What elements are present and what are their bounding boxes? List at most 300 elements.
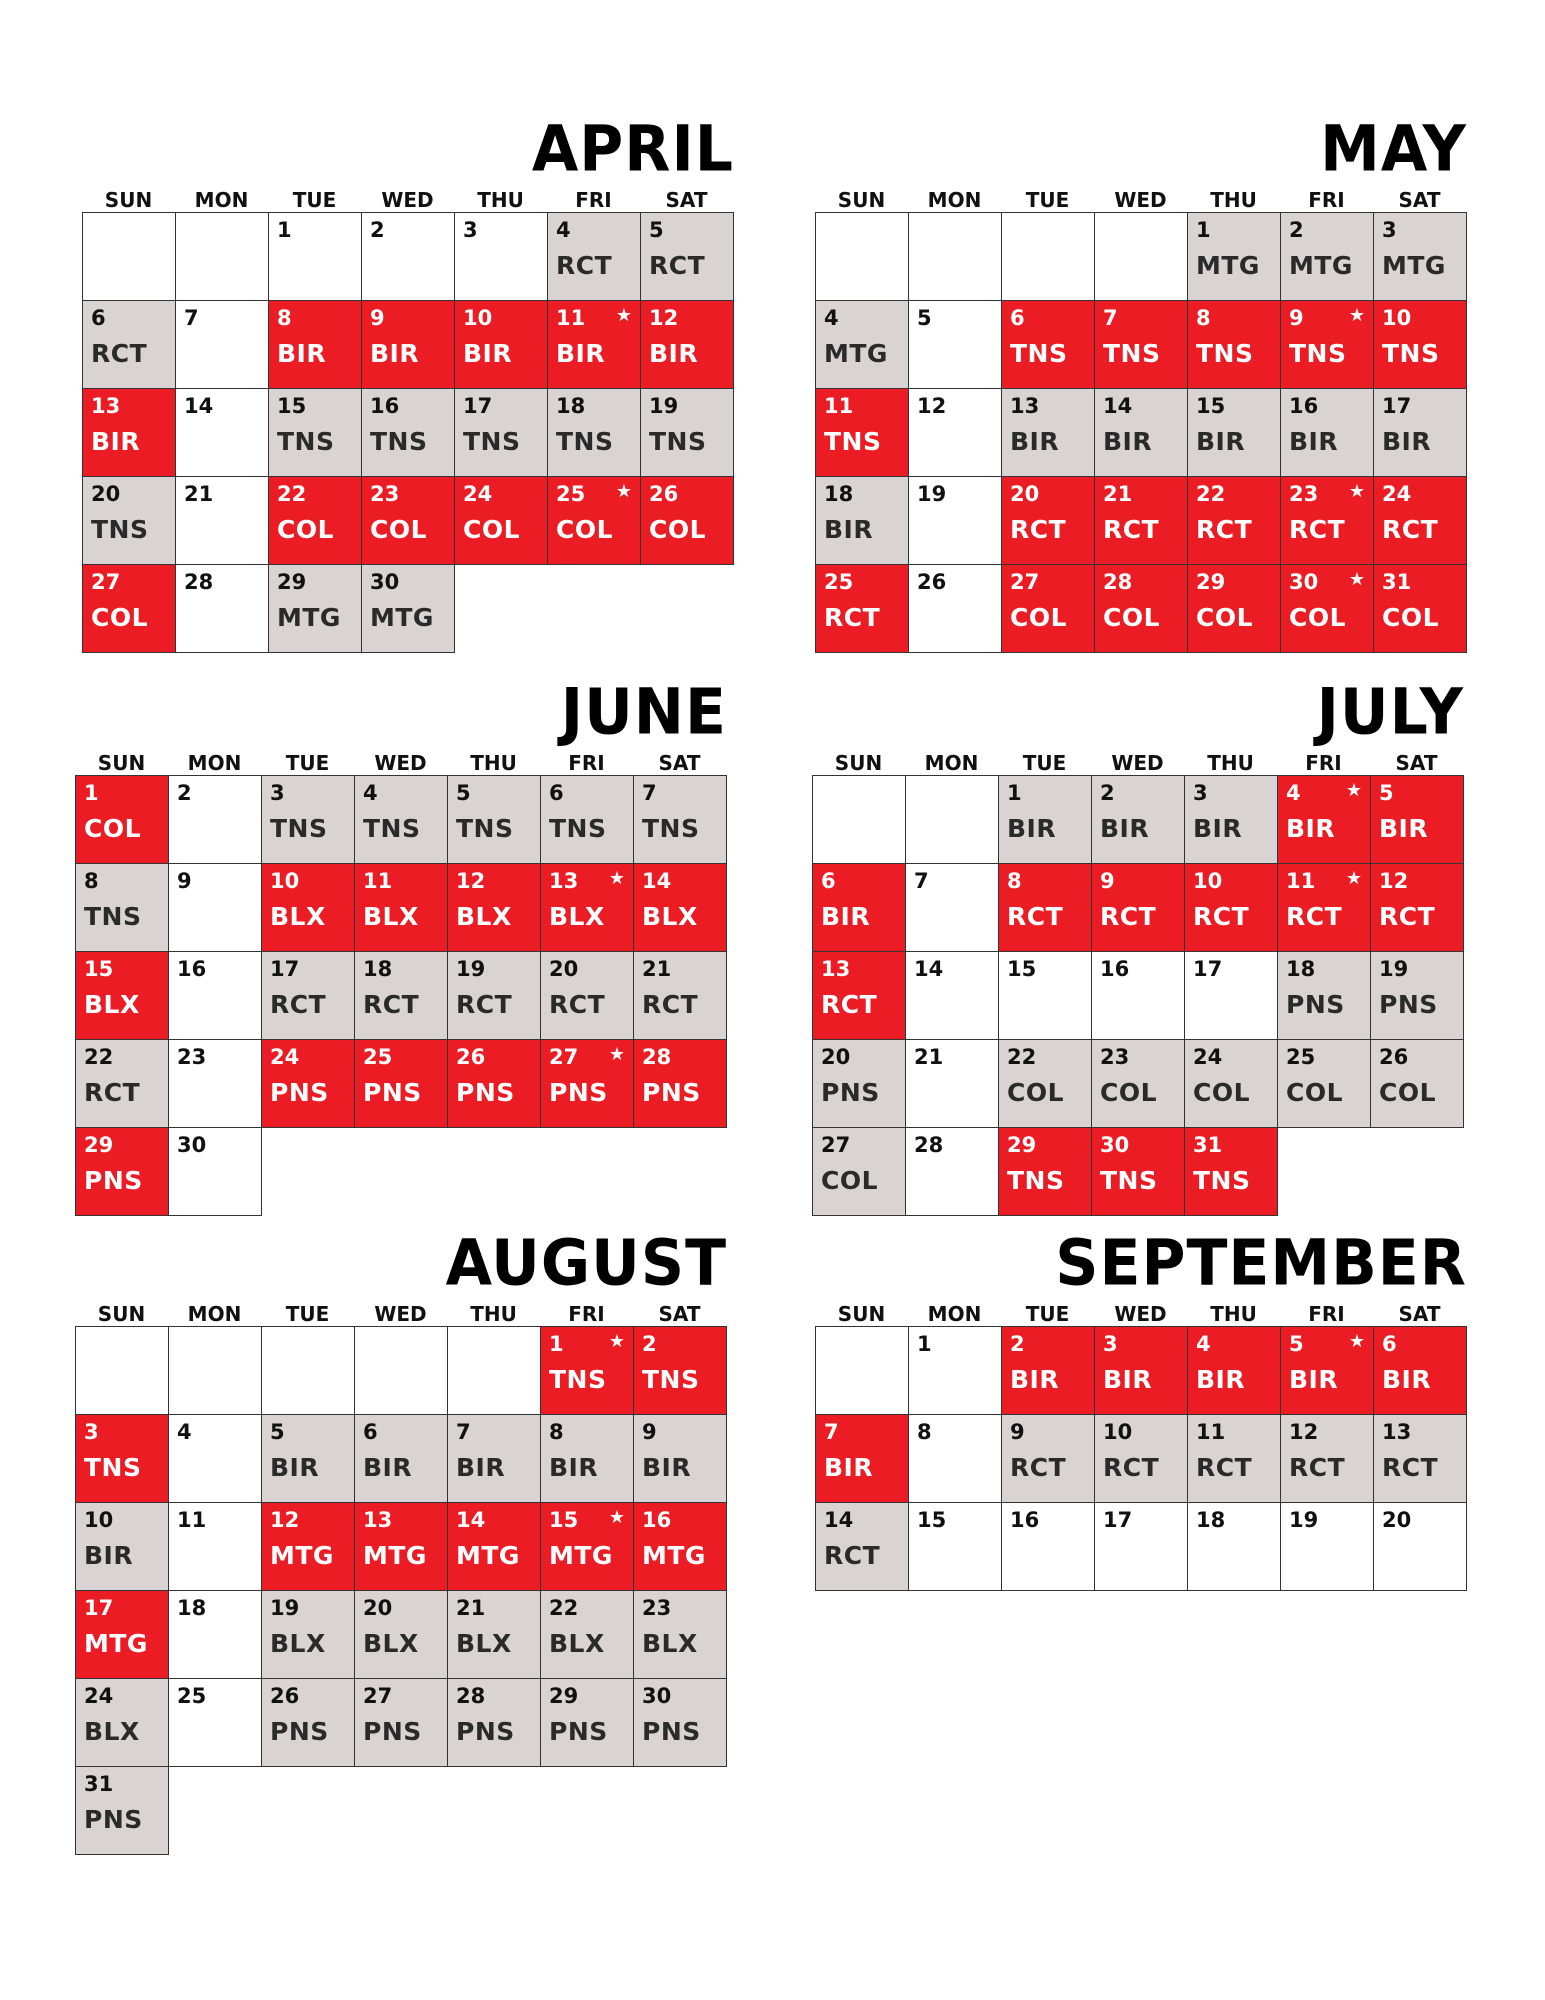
day-number: 15 — [1196, 394, 1226, 418]
day-number: 24 — [463, 482, 493, 506]
day-cell — [1094, 564, 1188, 653]
day-number: 28 — [1103, 570, 1133, 594]
opponent-code: BIR — [1010, 1365, 1060, 1394]
opponent-code: RCT — [363, 990, 420, 1019]
day-number: 13 — [91, 394, 121, 418]
weekday-label: FRI — [575, 188, 612, 212]
opponent-code: RCT — [1010, 1453, 1067, 1482]
day-cell — [1373, 1326, 1467, 1415]
empty-slot — [261, 1127, 355, 1216]
star-icon: ★ — [615, 305, 632, 326]
opponent-code: PNS — [821, 1078, 880, 1107]
day-number: 19 — [270, 1596, 300, 1620]
day-number: 16 — [177, 957, 207, 981]
day-cell — [1280, 388, 1374, 477]
day-cell — [168, 1127, 262, 1216]
day-number: 12 — [270, 1508, 300, 1532]
day-number: 15 — [549, 1508, 579, 1532]
opponent-code: TNS — [556, 427, 614, 456]
month-title: SEPTEMBER — [1055, 1226, 1467, 1301]
opponent-code: COL — [1103, 603, 1161, 632]
day-cell — [354, 1502, 448, 1591]
day-number: 16 — [370, 394, 400, 418]
day-number: 8 — [1007, 869, 1022, 893]
day-cell — [1373, 476, 1467, 565]
opponent-code: COL — [821, 1166, 879, 1195]
weekday-label: THU — [1210, 188, 1257, 212]
star-icon: ★ — [1348, 305, 1365, 326]
opponent-code: RCT — [642, 990, 699, 1019]
day-cell — [82, 300, 176, 389]
day-number: 11 — [177, 1508, 207, 1532]
calendar-grid — [815, 212, 1467, 652]
day-number: 18 — [556, 394, 586, 418]
opponent-code: BLX — [549, 1629, 605, 1658]
day-cell — [905, 951, 999, 1040]
day-cell — [908, 300, 1002, 389]
day-cell — [1187, 1502, 1281, 1591]
day-number: 4 — [824, 306, 839, 330]
day-cell — [908, 1414, 1002, 1503]
day-cell — [268, 300, 362, 389]
day-cell — [1001, 564, 1095, 653]
opponent-code: MTG — [1289, 251, 1353, 280]
day-cell — [815, 1414, 909, 1503]
day-cell — [354, 863, 448, 952]
opponent-code: TNS — [463, 427, 521, 456]
day-number: 9 — [370, 306, 385, 330]
day-number: 17 — [1103, 1508, 1133, 1532]
opponent-code: COL — [556, 515, 614, 544]
day-number: 25 — [177, 1684, 207, 1708]
day-cell — [1094, 300, 1188, 389]
opponent-code: TNS — [1007, 1166, 1065, 1195]
opponent-code: MTG — [277, 603, 341, 632]
day-number: 24 — [84, 1684, 114, 1708]
day-number: 14 — [1103, 394, 1133, 418]
day-number: 28 — [642, 1045, 672, 1069]
day-cell — [998, 1127, 1092, 1216]
day-cell — [75, 1678, 169, 1767]
opponent-code: BIR — [1103, 427, 1153, 456]
day-cell — [998, 775, 1092, 864]
day-cell — [447, 863, 541, 952]
day-cell — [547, 300, 641, 389]
day-number: 13 — [549, 869, 579, 893]
day-cell — [168, 863, 262, 952]
day-number: 17 — [270, 957, 300, 981]
day-cell — [75, 1326, 169, 1415]
day-cell — [361, 212, 455, 301]
opponent-code: TNS — [642, 1365, 700, 1394]
opponent-code: COL — [277, 515, 335, 544]
day-number: 2 — [642, 1332, 657, 1356]
day-number: 27 — [91, 570, 121, 594]
empty-slot — [447, 1766, 541, 1855]
day-number: 22 — [1196, 482, 1226, 506]
day-number: 30 — [1100, 1133, 1130, 1157]
opponent-code: TNS — [91, 515, 149, 544]
day-number: 27 — [1010, 570, 1040, 594]
day-number: 5 — [1289, 1332, 1304, 1356]
opponent-code: COL — [1379, 1078, 1437, 1107]
day-number: 8 — [549, 1420, 564, 1444]
day-number: 28 — [184, 570, 214, 594]
empty-slot — [168, 1766, 262, 1855]
day-number: 5 — [1379, 781, 1394, 805]
day-number: 4 — [1196, 1332, 1211, 1356]
day-cell — [1187, 212, 1281, 301]
day-number: 29 — [549, 1684, 579, 1708]
day-number: 7 — [642, 781, 657, 805]
opponent-code: BIR — [821, 902, 871, 931]
weekday-label: MON — [927, 1302, 982, 1326]
day-number: 17 — [1193, 957, 1223, 981]
weekday-header — [82, 188, 734, 212]
opponent-code: MTG — [270, 1541, 334, 1570]
day-cell — [1184, 1039, 1278, 1128]
weekday-label: SAT — [1398, 188, 1441, 212]
opponent-code: BLX — [456, 1629, 512, 1658]
opponent-code: BIR — [91, 427, 141, 456]
weekday-label: THU — [470, 1302, 517, 1326]
day-number: 21 — [1103, 482, 1133, 506]
star-icon: ★ — [1345, 868, 1362, 889]
day-cell — [998, 1039, 1092, 1128]
day-number: 18 — [1196, 1508, 1226, 1532]
day-number: 10 — [1382, 306, 1412, 330]
day-cell — [815, 388, 909, 477]
day-cell — [268, 388, 362, 477]
weekday-label: MON — [187, 751, 242, 775]
day-cell — [1373, 564, 1467, 653]
day-number: 20 — [91, 482, 121, 506]
day-number: 3 — [84, 1420, 99, 1444]
day-cell — [1370, 863, 1464, 952]
empty-slot — [633, 1766, 727, 1855]
day-cell — [354, 775, 448, 864]
opponent-code: COL — [1010, 603, 1068, 632]
day-number: 8 — [917, 1420, 932, 1444]
day-cell — [1373, 1414, 1467, 1503]
weekday-label: THU — [1210, 1302, 1257, 1326]
day-cell — [812, 775, 906, 864]
opponent-code: MTG — [363, 1541, 427, 1570]
day-number: 9 — [1100, 869, 1115, 893]
opponent-code: MTG — [1196, 251, 1260, 280]
day-cell — [633, 1678, 727, 1767]
day-cell — [640, 388, 734, 477]
day-cell — [261, 1414, 355, 1503]
opponent-code: RCT — [270, 990, 327, 1019]
day-cell — [540, 863, 634, 952]
day-cell — [908, 1502, 1002, 1591]
opponent-code: TNS — [642, 814, 700, 843]
day-cell — [905, 863, 999, 952]
day-number: 12 — [1379, 869, 1409, 893]
opponent-code: TNS — [549, 1365, 607, 1394]
day-number: 19 — [1379, 957, 1409, 981]
day-number: 21 — [456, 1596, 486, 1620]
day-cell — [540, 775, 634, 864]
day-number: 23 — [1289, 482, 1319, 506]
day-cell — [354, 1678, 448, 1767]
opponent-code: RCT — [84, 1078, 141, 1107]
day-cell — [261, 1590, 355, 1679]
empty-slot — [354, 1766, 448, 1855]
day-number: 14 — [456, 1508, 486, 1532]
opponent-code: RCT — [1100, 902, 1157, 931]
day-number: 25 — [556, 482, 586, 506]
empty-slot — [547, 564, 641, 653]
day-number: 27 — [821, 1133, 851, 1157]
day-number: 30 — [1289, 570, 1319, 594]
calendar-grid — [812, 775, 1464, 1215]
day-cell — [1187, 300, 1281, 389]
weekday-header — [75, 1302, 727, 1326]
day-number: 2 — [1289, 218, 1304, 242]
day-cell — [82, 388, 176, 477]
day-number: 2 — [1010, 1332, 1025, 1356]
opponent-code: RCT — [821, 990, 878, 1019]
day-number: 12 — [456, 869, 486, 893]
day-cell — [168, 1326, 262, 1415]
day-cell — [1277, 951, 1371, 1040]
day-cell — [447, 1590, 541, 1679]
empty-slot — [540, 1127, 634, 1216]
day-number: 17 — [84, 1596, 114, 1620]
opponent-code: RCT — [456, 990, 513, 1019]
day-cell — [1001, 1502, 1095, 1591]
day-number: 10 — [84, 1508, 114, 1532]
weekday-label: TUE — [1025, 1302, 1070, 1326]
opponent-code: BLX — [456, 902, 512, 931]
day-cell — [168, 1678, 262, 1767]
opponent-code: COL — [1007, 1078, 1065, 1107]
day-number: 12 — [917, 394, 947, 418]
opponent-code: RCT — [1379, 902, 1436, 931]
day-cell — [1001, 1414, 1095, 1503]
day-cell — [1280, 476, 1374, 565]
day-cell — [447, 1326, 541, 1415]
month-title: APRIL — [531, 112, 734, 187]
weekday-label: TUE — [285, 1302, 330, 1326]
day-number: 14 — [642, 869, 672, 893]
day-number: 22 — [549, 1596, 579, 1620]
day-cell — [1280, 564, 1374, 653]
weekday-label: FRI — [1308, 1302, 1345, 1326]
day-cell — [998, 951, 1092, 1040]
day-cell — [640, 476, 734, 565]
day-cell — [454, 300, 548, 389]
opponent-code: RCT — [1103, 515, 1160, 544]
day-cell — [1373, 212, 1467, 301]
day-cell — [905, 1039, 999, 1128]
day-cell — [1001, 388, 1095, 477]
opponent-code: PNS — [1286, 990, 1345, 1019]
day-cell — [354, 951, 448, 1040]
month-july — [812, 675, 1464, 1215]
day-cell — [261, 863, 355, 952]
day-number: 19 — [917, 482, 947, 506]
star-icon: ★ — [615, 481, 632, 502]
day-number: 13 — [363, 1508, 393, 1532]
month-title: JUNE — [560, 675, 727, 750]
day-number: 18 — [177, 1596, 207, 1620]
opponent-code: TNS — [1196, 339, 1254, 368]
opponent-code: BIR — [1196, 427, 1246, 456]
day-number: 6 — [821, 869, 836, 893]
day-number: 5 — [917, 306, 932, 330]
opponent-code: MTG — [642, 1541, 706, 1570]
day-number: 18 — [363, 957, 393, 981]
day-cell — [1187, 1414, 1281, 1503]
opponent-code: BLX — [270, 902, 326, 931]
opponent-code: BIR — [649, 339, 699, 368]
day-cell — [815, 476, 909, 565]
opponent-code: RCT — [549, 990, 606, 1019]
opponent-code: BLX — [549, 902, 605, 931]
day-cell — [1280, 1414, 1374, 1503]
day-number: 10 — [463, 306, 493, 330]
weekday-label: TUE — [292, 188, 337, 212]
day-cell — [1091, 1127, 1185, 1216]
month-may — [815, 112, 1467, 652]
opponent-code: RCT — [1382, 515, 1439, 544]
weekday-label: WED — [374, 751, 427, 775]
day-number: 17 — [463, 394, 493, 418]
day-cell — [1280, 1502, 1374, 1591]
day-cell — [168, 1039, 262, 1128]
day-cell — [454, 212, 548, 301]
opponent-code: PNS — [549, 1078, 608, 1107]
opponent-code: TNS — [1193, 1166, 1251, 1195]
weekday-label: TUE — [1025, 188, 1070, 212]
day-number: 29 — [1196, 570, 1226, 594]
weekday-label: MON — [927, 188, 982, 212]
opponent-code: RCT — [824, 1541, 881, 1570]
weekday-label: WED — [381, 188, 434, 212]
day-number: 3 — [463, 218, 478, 242]
day-cell — [1094, 388, 1188, 477]
day-number: 19 — [456, 957, 486, 981]
opponent-code: RCT — [1196, 1453, 1253, 1482]
opponent-code: BIR — [1103, 1365, 1153, 1394]
opponent-code: RCT — [1196, 515, 1253, 544]
day-number: 20 — [363, 1596, 393, 1620]
star-icon: ★ — [608, 1331, 625, 1352]
day-number: 7 — [456, 1420, 471, 1444]
opponent-code: PNS — [642, 1078, 701, 1107]
day-number: 11 — [1196, 1420, 1226, 1444]
opponent-code: COL — [1286, 1078, 1344, 1107]
day-cell — [540, 1414, 634, 1503]
day-number: 18 — [824, 482, 854, 506]
opponent-code: COL — [649, 515, 707, 544]
day-cell — [361, 388, 455, 477]
star-icon: ★ — [1348, 569, 1365, 590]
opponent-code: COL — [1100, 1078, 1158, 1107]
day-number: 15 — [1007, 957, 1037, 981]
day-number: 3 — [1382, 218, 1397, 242]
day-cell — [640, 300, 734, 389]
opponent-code: BIR — [1286, 814, 1336, 843]
day-number: 15 — [84, 957, 114, 981]
day-number: 6 — [549, 781, 564, 805]
day-cell — [633, 1039, 727, 1128]
day-cell — [361, 300, 455, 389]
day-number: 6 — [1010, 306, 1025, 330]
day-cell — [1373, 300, 1467, 389]
opponent-code: COL — [1196, 603, 1254, 632]
opponent-code: BIR — [1196, 1365, 1246, 1394]
day-cell — [1280, 212, 1374, 301]
day-number: 31 — [1382, 570, 1412, 594]
day-cell — [1184, 775, 1278, 864]
opponent-code: RCT — [1382, 1453, 1439, 1482]
day-number: 1 — [1196, 218, 1211, 242]
day-cell — [447, 951, 541, 1040]
star-icon: ★ — [1345, 780, 1362, 801]
day-cell — [354, 1590, 448, 1679]
weekday-header — [815, 1302, 1467, 1326]
day-cell — [354, 1414, 448, 1503]
weekday-header — [815, 188, 1467, 212]
day-cell — [1277, 1039, 1371, 1128]
opponent-code: BIR — [463, 339, 513, 368]
day-number: 13 — [1010, 394, 1040, 418]
day-number: 2 — [1100, 781, 1115, 805]
day-cell — [1370, 1039, 1464, 1128]
calendar-grid — [82, 212, 734, 652]
day-cell — [75, 1127, 169, 1216]
day-number: 24 — [270, 1045, 300, 1069]
day-cell — [908, 212, 1002, 301]
day-number: 7 — [824, 1420, 839, 1444]
opponent-code: TNS — [1382, 339, 1440, 368]
day-number: 15 — [277, 394, 307, 418]
day-number: 30 — [177, 1133, 207, 1157]
day-cell — [815, 212, 909, 301]
opponent-code: BLX — [84, 1717, 140, 1746]
day-number: 11 — [363, 869, 393, 893]
day-number: 26 — [270, 1684, 300, 1708]
day-number: 14 — [184, 394, 214, 418]
day-cell — [633, 1502, 727, 1591]
day-number: 13 — [821, 957, 851, 981]
empty-slot — [1277, 1127, 1371, 1216]
day-number: 9 — [1289, 306, 1304, 330]
opponent-code: TNS — [370, 427, 428, 456]
day-number: 20 — [1010, 482, 1040, 506]
day-number: 14 — [824, 1508, 854, 1532]
day-cell — [815, 564, 909, 653]
day-number: 12 — [649, 306, 679, 330]
weekday-header — [812, 751, 1464, 775]
opponent-code: BIR — [642, 1453, 692, 1482]
day-cell — [447, 1502, 541, 1591]
opponent-code: BIR — [549, 1453, 599, 1482]
opponent-code: COL — [1289, 603, 1347, 632]
opponent-code: BIR — [1007, 814, 1057, 843]
opponent-code: BIR — [1289, 1365, 1339, 1394]
day-cell — [1001, 300, 1095, 389]
opponent-code: BLX — [363, 902, 419, 931]
opponent-code: MTG — [549, 1541, 613, 1570]
weekday-label: SUN — [837, 1302, 886, 1326]
day-number: 6 — [363, 1420, 378, 1444]
day-number: 10 — [1193, 869, 1223, 893]
